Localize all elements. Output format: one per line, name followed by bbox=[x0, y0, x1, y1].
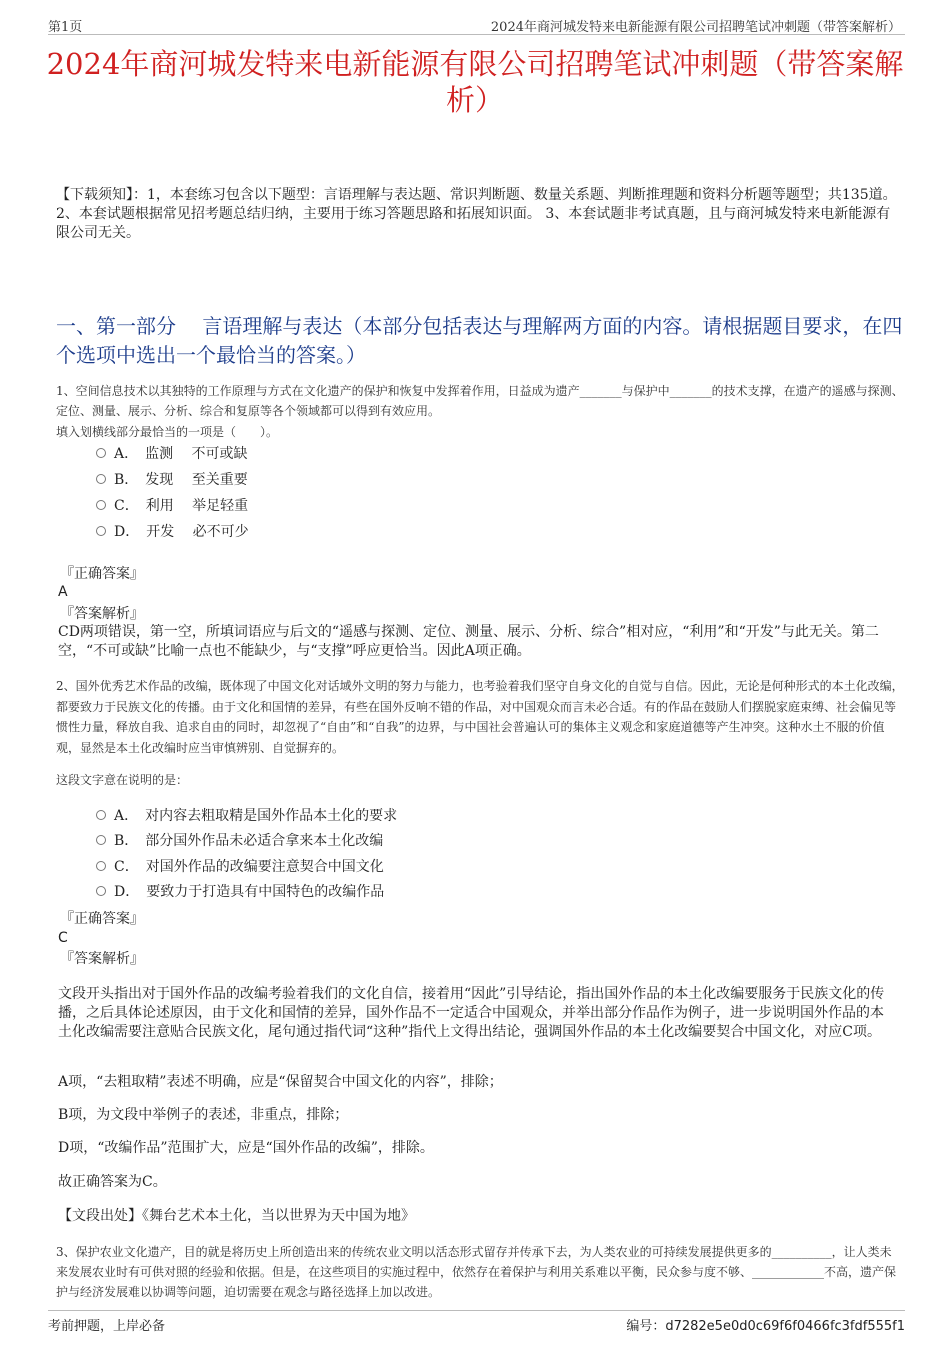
page-header bbox=[48, 14, 905, 35]
q2-option-a[interactable]: A． 对内容去粗取精是国外作品本土化的要求 bbox=[96, 806, 397, 826]
q1-option-b[interactable]: B． 发现 至关重要 bbox=[96, 470, 248, 490]
question-1-text: 1、空间信息技术以其独特的工作原理与方式在文化遗产的保护和恢复中发挥着作用，日益成为遗产_______与保护中_______的技术支撑，在遗产的遥感与探测、定位、测量、展示、分析、综合和复原等各个领域都可以得到有效应用。 bbox=[56, 384, 904, 418]
q2-option-c[interactable]: C． 对国外作品的改编要注意契合中国文化 bbox=[96, 857, 384, 877]
radio-icon[interactable] bbox=[96, 448, 106, 458]
q2-analysis-line-a: A项，“去粗取精”表述不明确，应是“保留契合中国文化的内容”，排除； bbox=[58, 1074, 503, 1090]
question-3-text: 3、保护农业文化遗产，目的就是将历史上所创造出来的传统农业文明以活态形式留存并传承下去，为人类农业的可持续发展提供更多的__________，让人类未来发展农业时有可供对照的经验和依据。但是，在这些项目的实施过程中，依然存在着保护与利用关系难以平衡，民众参与度不够、____________不高，遗产保护与经济发展难以协调等问题，迫切需要在观念与路径选择上加以改进。 bbox=[56, 1245, 897, 1299]
question-1-prompt: 填入划横线部分最恰当的一项是（ ）。 bbox=[56, 425, 279, 439]
page-footer bbox=[48, 1310, 905, 1333]
radio-icon[interactable] bbox=[96, 526, 106, 536]
download-notice: 【下载须知】：1，本套练习包含以下题型：言语理解与表达题、常识判断题、数量关系题、判断推理题和资料分析题等题型；共135道。 2、本套试题根据常见招考题总结归纳，主要用于练习答题思路和拓展知识面。 3、本套试题非考试真题，且与商河城发特来电新能源有限公司无关。 bbox=[56, 187, 897, 241]
radio-icon[interactable] bbox=[96, 861, 106, 871]
q2-answer-label: 『正确答案』 bbox=[60, 911, 144, 927]
page-number: 第1页 bbox=[48, 20, 83, 35]
radio-icon[interactable] bbox=[96, 474, 106, 484]
q1-option-d[interactable]: D． 开发 必不可少 bbox=[96, 522, 249, 542]
question-2-prompt: 这段文字意在说明的是： bbox=[56, 773, 189, 787]
q2-analysis-line-b: B项，为文段中举例子的表述，非重点，排除； bbox=[58, 1107, 349, 1123]
q1-answer-label: 『正确答案』 bbox=[60, 566, 144, 582]
radio-icon[interactable] bbox=[96, 835, 106, 845]
q1-option-a[interactable]: A． 监测 不可或缺 bbox=[96, 444, 248, 464]
section-title: 一、第一部分 言语理解与表达（本部分包括表达与理解两方面的内容。请根据题目要求，在四个选项中选出一个最恰当的答案。） bbox=[56, 314, 903, 367]
q1-analysis-text: CD两项错误，第一空，所填词语应与后文的“遥感与探测、定位、测量、展示、分析、综合”相对应，“利用”和“开发”与此无关。第二空，“不可或缺”比喻一点也不能缺少，与“支撑”呼应更恰当。因此A项正确。 bbox=[58, 624, 879, 659]
q2-answer-value: C bbox=[58, 930, 68, 946]
q2-analysis-label: 『答案解析』 bbox=[60, 951, 144, 967]
page-title: 2024年商河城发特来电新能源有限公司招聘笔试冲刺题（带答案解析） bbox=[46, 47, 904, 117]
footer-slogan: 考前押题，上岸必备 bbox=[48, 1319, 166, 1334]
q2-option-d[interactable]: D． 要致力于打造具有中国特色的改编作品 bbox=[96, 882, 384, 902]
radio-icon[interactable] bbox=[96, 810, 106, 820]
header-doc-title: 2024年商河城发特来电新能源有限公司招聘笔试冲刺题（带答案解析） bbox=[490, 20, 901, 35]
q1-option-c[interactable]: C． 利用 举足轻重 bbox=[96, 496, 248, 516]
q1-answer-value: A bbox=[58, 584, 68, 600]
q1-analysis-label: 『答案解析』 bbox=[60, 606, 144, 622]
question-2-text: 2、国外优秀艺术作品的改编，既体现了中国文化对话域外文明的努力与能力，也考验着我们坚守自身文化的自觉与自信。因此，无论是何种形式的本土化改编，都要致力于民族文化的传播。由于文化和国情的差异，有些在国外反响不错的作品，对中国观众而言未必合适。有的作品在鼓励人们摆脱家庭束缚、社会偏见等惯性力量，释放自我、追求自由的同时，却忽视了“自由”和“自我”的边界，与中国社会普遍认可的集体主义观念和家庭道德等产生冲突。这种水土不服的价值观，显然是本土化改编时应当审慎辨别、自觉摒弃的。 bbox=[56, 679, 904, 755]
footer-code: 编号：d7282e5e0d0c69f6f0466fc3fdf555f1 bbox=[626, 1319, 905, 1334]
q2-analysis-conclusion: 故正确答案为C。 bbox=[58, 1174, 167, 1190]
q2-analysis-paragraph: 文段开头指出对于国外作品的改编考验着我们的文化自信，接着用“因此”引导结论，指出国外作品的本土化改编要服务于民族文化的传播，之后具体论述原因，由于文化和国情的差异，国外作品不一定适合中国观众，并举出部分作品作为例子，进一步说明国外作品的本土化改编需要注意贴合民族文化，尾句通过指代词“这种”指代上文得出结论，强调国外作品的本土化改编要契合中国文化，对应C项。 bbox=[58, 986, 885, 1040]
radio-icon[interactable] bbox=[96, 500, 106, 510]
q2-source: 【文段出处】《舞台艺术本土化，当以世界为天中国为地》 bbox=[58, 1208, 415, 1224]
radio-icon[interactable] bbox=[96, 886, 106, 896]
q2-analysis-line-d: D项，“改编作品”范围扩大，应是“国外作品的改编”，排除。 bbox=[58, 1140, 434, 1156]
q2-option-b[interactable]: B． 部分国外作品未必适合拿来本土化改编 bbox=[96, 831, 383, 851]
